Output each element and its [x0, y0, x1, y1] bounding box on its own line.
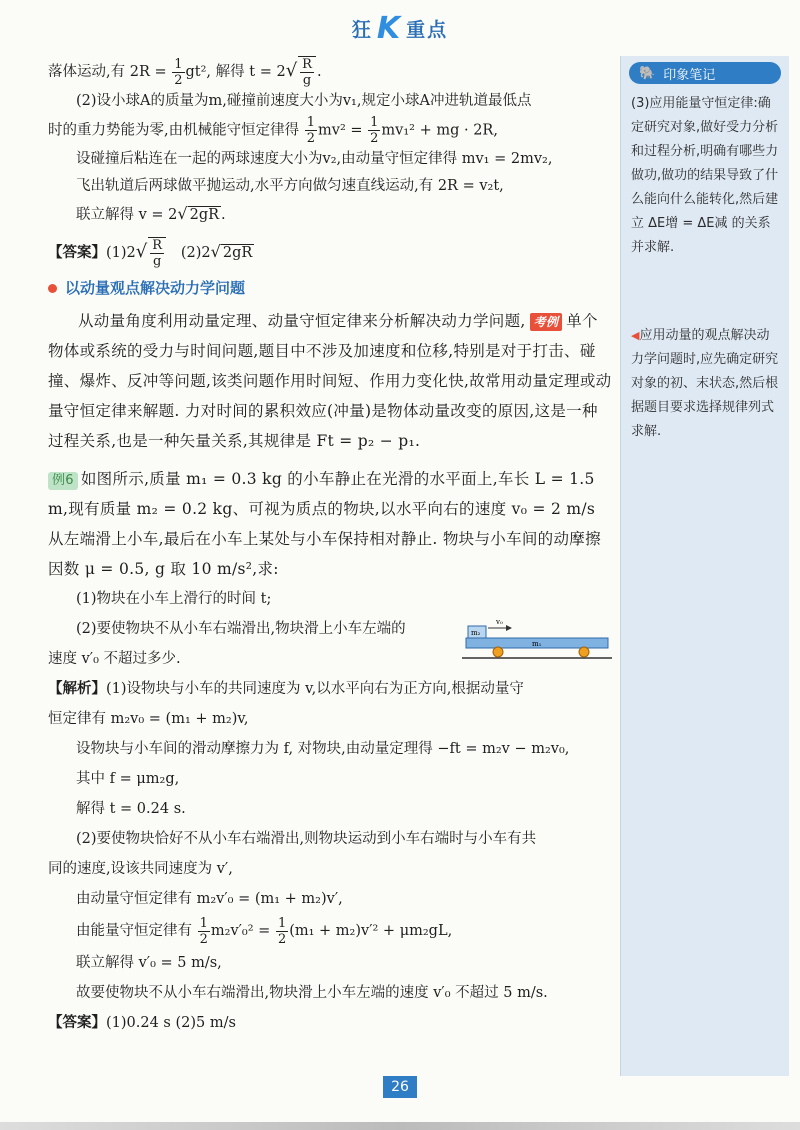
- sidebar-note-2: ◀应用动量的观点解决动力学问题时,应先确定研究对象的初、末状态,然后根据题目要求选择规律列式求解.: [631, 328, 779, 439]
- bottom-bar: [0, 1122, 800, 1130]
- label-m2: m₂: [471, 629, 481, 637]
- solution-line-9: 由能量守恒定律有 $\frac{1}{2}$ m₂v′₀² = $\frac{1}{2}$ (m₁ + m₂)v′² + μm₂gL,: [76, 915, 453, 947]
- solution-line-6: (2)要使物块恰好不从小车右端滑出,则物块运动到小车右端时与小车有共: [76, 831, 537, 847]
- main-content: [48, 56, 613, 1038]
- example-tag: 例6: [48, 472, 78, 490]
- line-4: 设碰撞后粘连在一起的两球速度大小为v₂,由动量守恒定律得 mv₁ = 2mv₂,: [76, 151, 553, 167]
- sidebar-title: 🐘 印象笔记: [629, 62, 781, 84]
- fraction: $\frac{R}{g}$: [298, 56, 316, 88]
- page-header: [0, 8, 800, 48]
- header-k-logo: K: [376, 10, 403, 46]
- question-1: (1)物块在小车上滑行的时间 t;: [76, 591, 272, 607]
- sidebar-notes: [620, 56, 789, 1076]
- solution-line-2: 恒定律有 m₂v₀ = (m₁ + m₂)v,: [48, 711, 249, 727]
- solution-line-7: 同的速度,设该共同速度为 v′,: [48, 861, 233, 877]
- answer-1: 【答案】(1)2√ $\frac{R}{g}$ (2)2√ 2gR: [48, 238, 253, 269]
- solution-line-10: 联立解得 v′₀ = 5 m/s,: [76, 955, 222, 971]
- question-2: (2)要使物块不从小车右端滑出,物块滑上小车左端的: [76, 621, 406, 637]
- example-paragraph: 例6 如图所示,质量 m₁ = 0.3 kg 的小车静止在光滑的水平面上,车长 L = 1.5 m,现有质量 m₂ = 0.2 kg、可视为质点的物块,以水平向右的速度 v₀ = 2 m/s 从左端滑上小车,最后在小车上某处与小车保持相对静止. 物块与小车间的动摩擦因数 μ = 0.5, g 取 10 m/s²,求:: [48, 470, 601, 578]
- elephant-icon: 🐘: [639, 65, 656, 81]
- fraction: $\frac{1}{2}$: [370, 115, 379, 146]
- cart-wheel-left: [493, 647, 503, 657]
- answer-2: 【答案】(1)0.24 s (2)5 m/s: [48, 1015, 236, 1031]
- header-left: 狂: [351, 18, 373, 41]
- fraction: $\frac{R}{g}$: [148, 237, 166, 269]
- section-heading: 以动量观点解决动力学问题: [48, 275, 613, 302]
- label-v0: v₀: [496, 618, 503, 626]
- cart-wheel-right: [579, 647, 589, 657]
- header-right: 重点: [406, 18, 449, 41]
- arrow-head-icon: [506, 625, 512, 631]
- sqrt-sign: √: [285, 60, 298, 81]
- line-5: 飞出轨道后两球做平抛运动,水平方向做匀速直线运动,有 2R = v₂t,: [76, 178, 504, 194]
- bullet-dot-icon: [48, 284, 57, 293]
- fraction: $\frac{1}{2}$: [174, 56, 183, 88]
- line-1: 落体运动,有 2R = $\frac{1}{2}$ gt², 解得 t = 2√ $\frac{R}{g}$ .: [48, 56, 322, 88]
- solution-line-3: 设物块与小车间的滑动摩擦力为 f, 对物块,由动量定理得 −ft = m₂v − m₂v₀,: [76, 741, 570, 757]
- solution-line-8: 由动量守恒定律有 m₂v′₀ = (m₁ + m₂)v′,: [76, 891, 343, 907]
- sidebar-note-1: (3)应用能量守恒定律:确定研究对象,做好受力分析和过程分析,明确有哪些力做功,做功的结果导致了什么能向什么能转化,然后建立 ΔE增 = ΔE减 的关系并求解.: [631, 96, 779, 255]
- exam-badge: 考例: [530, 313, 563, 331]
- line-2: (2)设小球A的质量为m,碰撞前速度大小为v₁,规定小球A冲进轨道最低点: [76, 93, 532, 109]
- solution-line-1: 【解析】(1)设物块与小车的共同速度为 v,以水平向右为正方向,根据动量守: [48, 681, 524, 697]
- section-paragraph: 从动量角度利用动量定理、动量守恒定律来分析解决动力学问题, 考例 单个物体或系统的受力与时间问题,题目中不涉及加速度和位移,特别是对于打击、碰撞、爆炸、反冲等问题,该类问题作用时间短、作用力变化快,故常用动量定理或动量守恒定律来解题. 力对时间的累积效应(冲量)是物体动量改变的原因,这是一种过程关系,也是一种矢量关系,其规律是 Ft = p₂ − p₁.: [48, 312, 612, 450]
- label-m1: m₁: [532, 640, 542, 648]
- fraction: $\frac{1}{2}$: [199, 915, 208, 947]
- page-number: 26: [383, 1076, 417, 1098]
- question-2b: 速度 v′₀ 不超过多少.: [48, 651, 181, 667]
- solution-line-4: 其中 f = μm₂g,: [76, 771, 180, 787]
- line-3: 时的重力势能为零,由机械能守恒定律得 $\frac{1}{2}$ mv² = $\frac{1}{2}$ mv₁² + mg · 2R,: [48, 115, 498, 146]
- fraction: $\frac{1}{2}$: [306, 115, 315, 146]
- solution-line-11: 故要使物块不从小车右端滑出,物块滑上小车左端的速度 v′₀ 不超过 5 m/s.: [76, 985, 548, 1001]
- cart-figure: [462, 614, 612, 664]
- fraction: $\frac{1}{2}$: [277, 915, 287, 947]
- triangle-marker-icon: ◀: [631, 329, 640, 342]
- line-6: 联立解得 v = 2√ 2gR .: [76, 204, 226, 223]
- solution-line-5: 解得 t = 0.24 s.: [76, 801, 186, 817]
